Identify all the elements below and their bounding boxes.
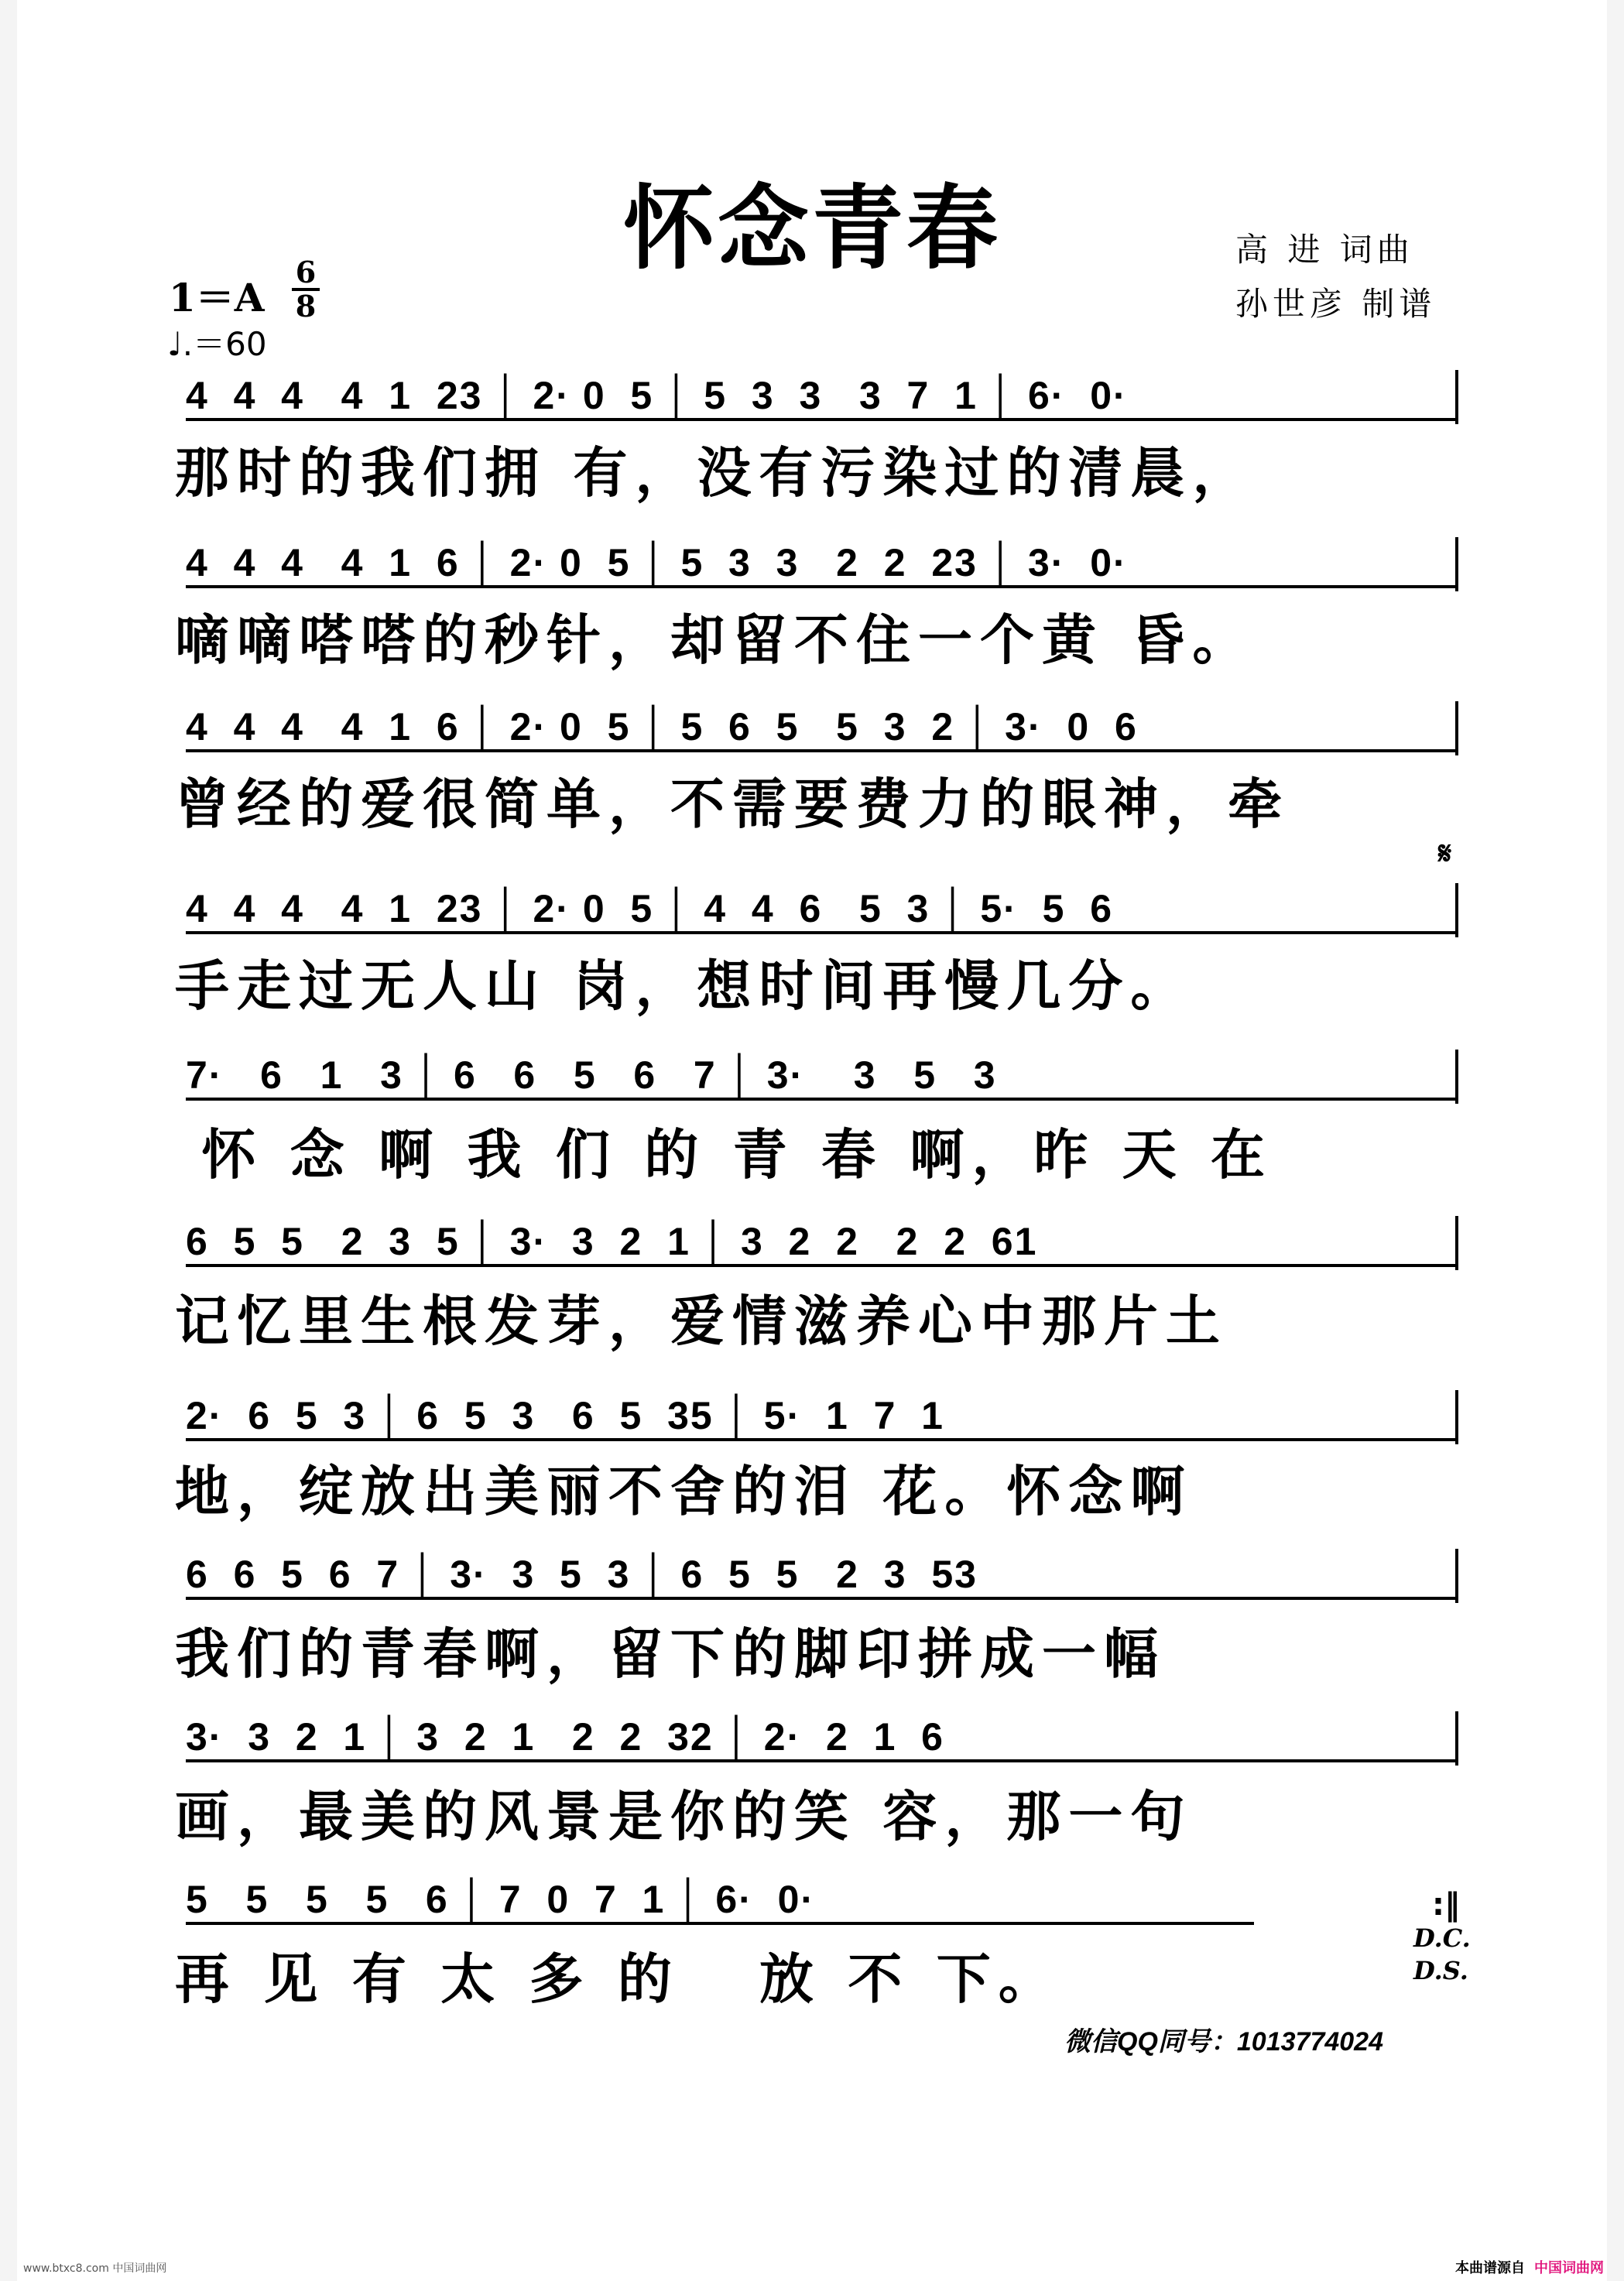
page-title: 怀念青春: [622, 174, 1001, 282]
notation-row: 4 4 4 4 1 23 │ 2· 0 5 │ 4 4 6 5 3 │ 5· 5 6: [186, 887, 1114, 930]
notation-row: 4 4 4 4 1 23 │ 2· 0 5 │ 5 3 3 3 7 1 │ 6· 0·: [186, 374, 1128, 417]
beam-underline: [186, 1264, 1455, 1267]
footer-site: www.btxc8.com 中国词曲网: [23, 2262, 167, 2275]
barline: [1455, 1216, 1458, 1270]
repeat-sign: :‖: [1432, 1887, 1460, 1923]
lyric-row: 怀 念 啊 我 们 的 青 春 啊，昨 天 在: [175, 1122, 1273, 1187]
lyric-row: 我们的青春啊，留下的脚印拼成一幅: [175, 1622, 1166, 1686]
lyric-row: 曾经的爱很简单，不需要费力的眼神，牵: [175, 772, 1290, 836]
lyric-row: 手走过无人山 岗，想时间再慢几分。: [175, 954, 1193, 1018]
lyric-row: 再 见 有 太 多 的 放 不 下。: [175, 1947, 1060, 2011]
barline: [1455, 701, 1458, 755]
contact-info: 微信QQ同号：1013774024: [1064, 2027, 1383, 2057]
dc-marking: D.C.: [1413, 1923, 1471, 1953]
beam-underline: [186, 1438, 1455, 1441]
beam-underline: [186, 585, 1455, 588]
barline: [1455, 370, 1458, 424]
lyric-row: 那时的我们拥 有，没有污染过的清晨，: [175, 440, 1255, 505]
footer-brand: 中国词曲网: [1534, 2260, 1604, 2276]
beam-underline: [186, 418, 1455, 421]
lyric-row: 画，最美的风景是你的笑 容，那一句: [175, 1784, 1193, 1848]
notation-row: 4 4 4 4 1 6 │ 2· 0 5 │ 5 6 5 5 3 2 │ 3· 0 6: [186, 705, 1138, 748]
barline: [1455, 1050, 1458, 1104]
time-signature-top: 6: [295, 255, 317, 289]
tempo-marking: ♩.＝60: [167, 325, 267, 363]
notation-row: 7· 6 1 3 │ 6 6 5 6 7 │ 3· 3 5 3: [186, 1053, 997, 1097]
right-border-strip: [1607, 0, 1624, 2281]
footer-source: [1455, 2257, 1604, 2277]
notation-row: 3· 3 2 1 │ 3 2 1 2 2 32 │ 2· 2 1 6: [186, 1715, 944, 1759]
composer-credit: 高 进 词曲: [1235, 231, 1414, 269]
ds-marking: D.S.: [1413, 1956, 1468, 1985]
beam-underline: [186, 1759, 1455, 1762]
notation-row: 5 5 5 5 6 │ 7 0 7 1 │ 6· 0·: [186, 1878, 816, 1921]
barline: [1455, 1390, 1458, 1444]
notation-row: 6 6 5 6 7 │ 3· 3 5 3 │ 6 5 5 2 3 53: [186, 1553, 978, 1596]
notation-row: 2· 6 5 3 │ 6 5 3 6 5 35 │ 5· 1 7 1: [186, 1394, 944, 1437]
key-signature: 1＝A: [169, 275, 265, 320]
notation-row: 6 5 5 2 3 5 │ 3· 3 2 1 │ 3 2 2 2 2 61: [186, 1220, 1038, 1263]
lyric-row: 记忆里生根发芽，爱情滋养心中那片土: [175, 1289, 1228, 1353]
barline: [1455, 1711, 1458, 1766]
barline: [1455, 1549, 1458, 1603]
beam-underline: [186, 1922, 1254, 1925]
arranger-credit: 孙世彦 制谱: [1235, 285, 1437, 323]
lyric-row: 嘀嘀嗒嗒的秒针，却留不住一个黄 昏。: [175, 608, 1255, 672]
beam-underline: [186, 1597, 1455, 1600]
beam-underline: [186, 1098, 1455, 1101]
beam-underline: [186, 749, 1455, 752]
notation-row: 4 4 4 4 1 6 │ 2· 0 5 │ 5 3 3 2 2 23 │ 3· 0·: [186, 541, 1128, 584]
beam-underline: [186, 931, 1455, 934]
time-signature-bottom: 8: [295, 289, 317, 324]
barline: [1455, 883, 1458, 937]
segno-mark: 𝄋: [1438, 836, 1452, 872]
barline: [1455, 537, 1458, 591]
footer-source-label: 本曲谱源自: [1455, 2260, 1525, 2276]
left-border-strip: [0, 0, 17, 2281]
lyric-row: 地，绽放出美丽不舍的泪 花。怀念啊: [175, 1459, 1193, 1523]
time-signature: [290, 257, 321, 322]
